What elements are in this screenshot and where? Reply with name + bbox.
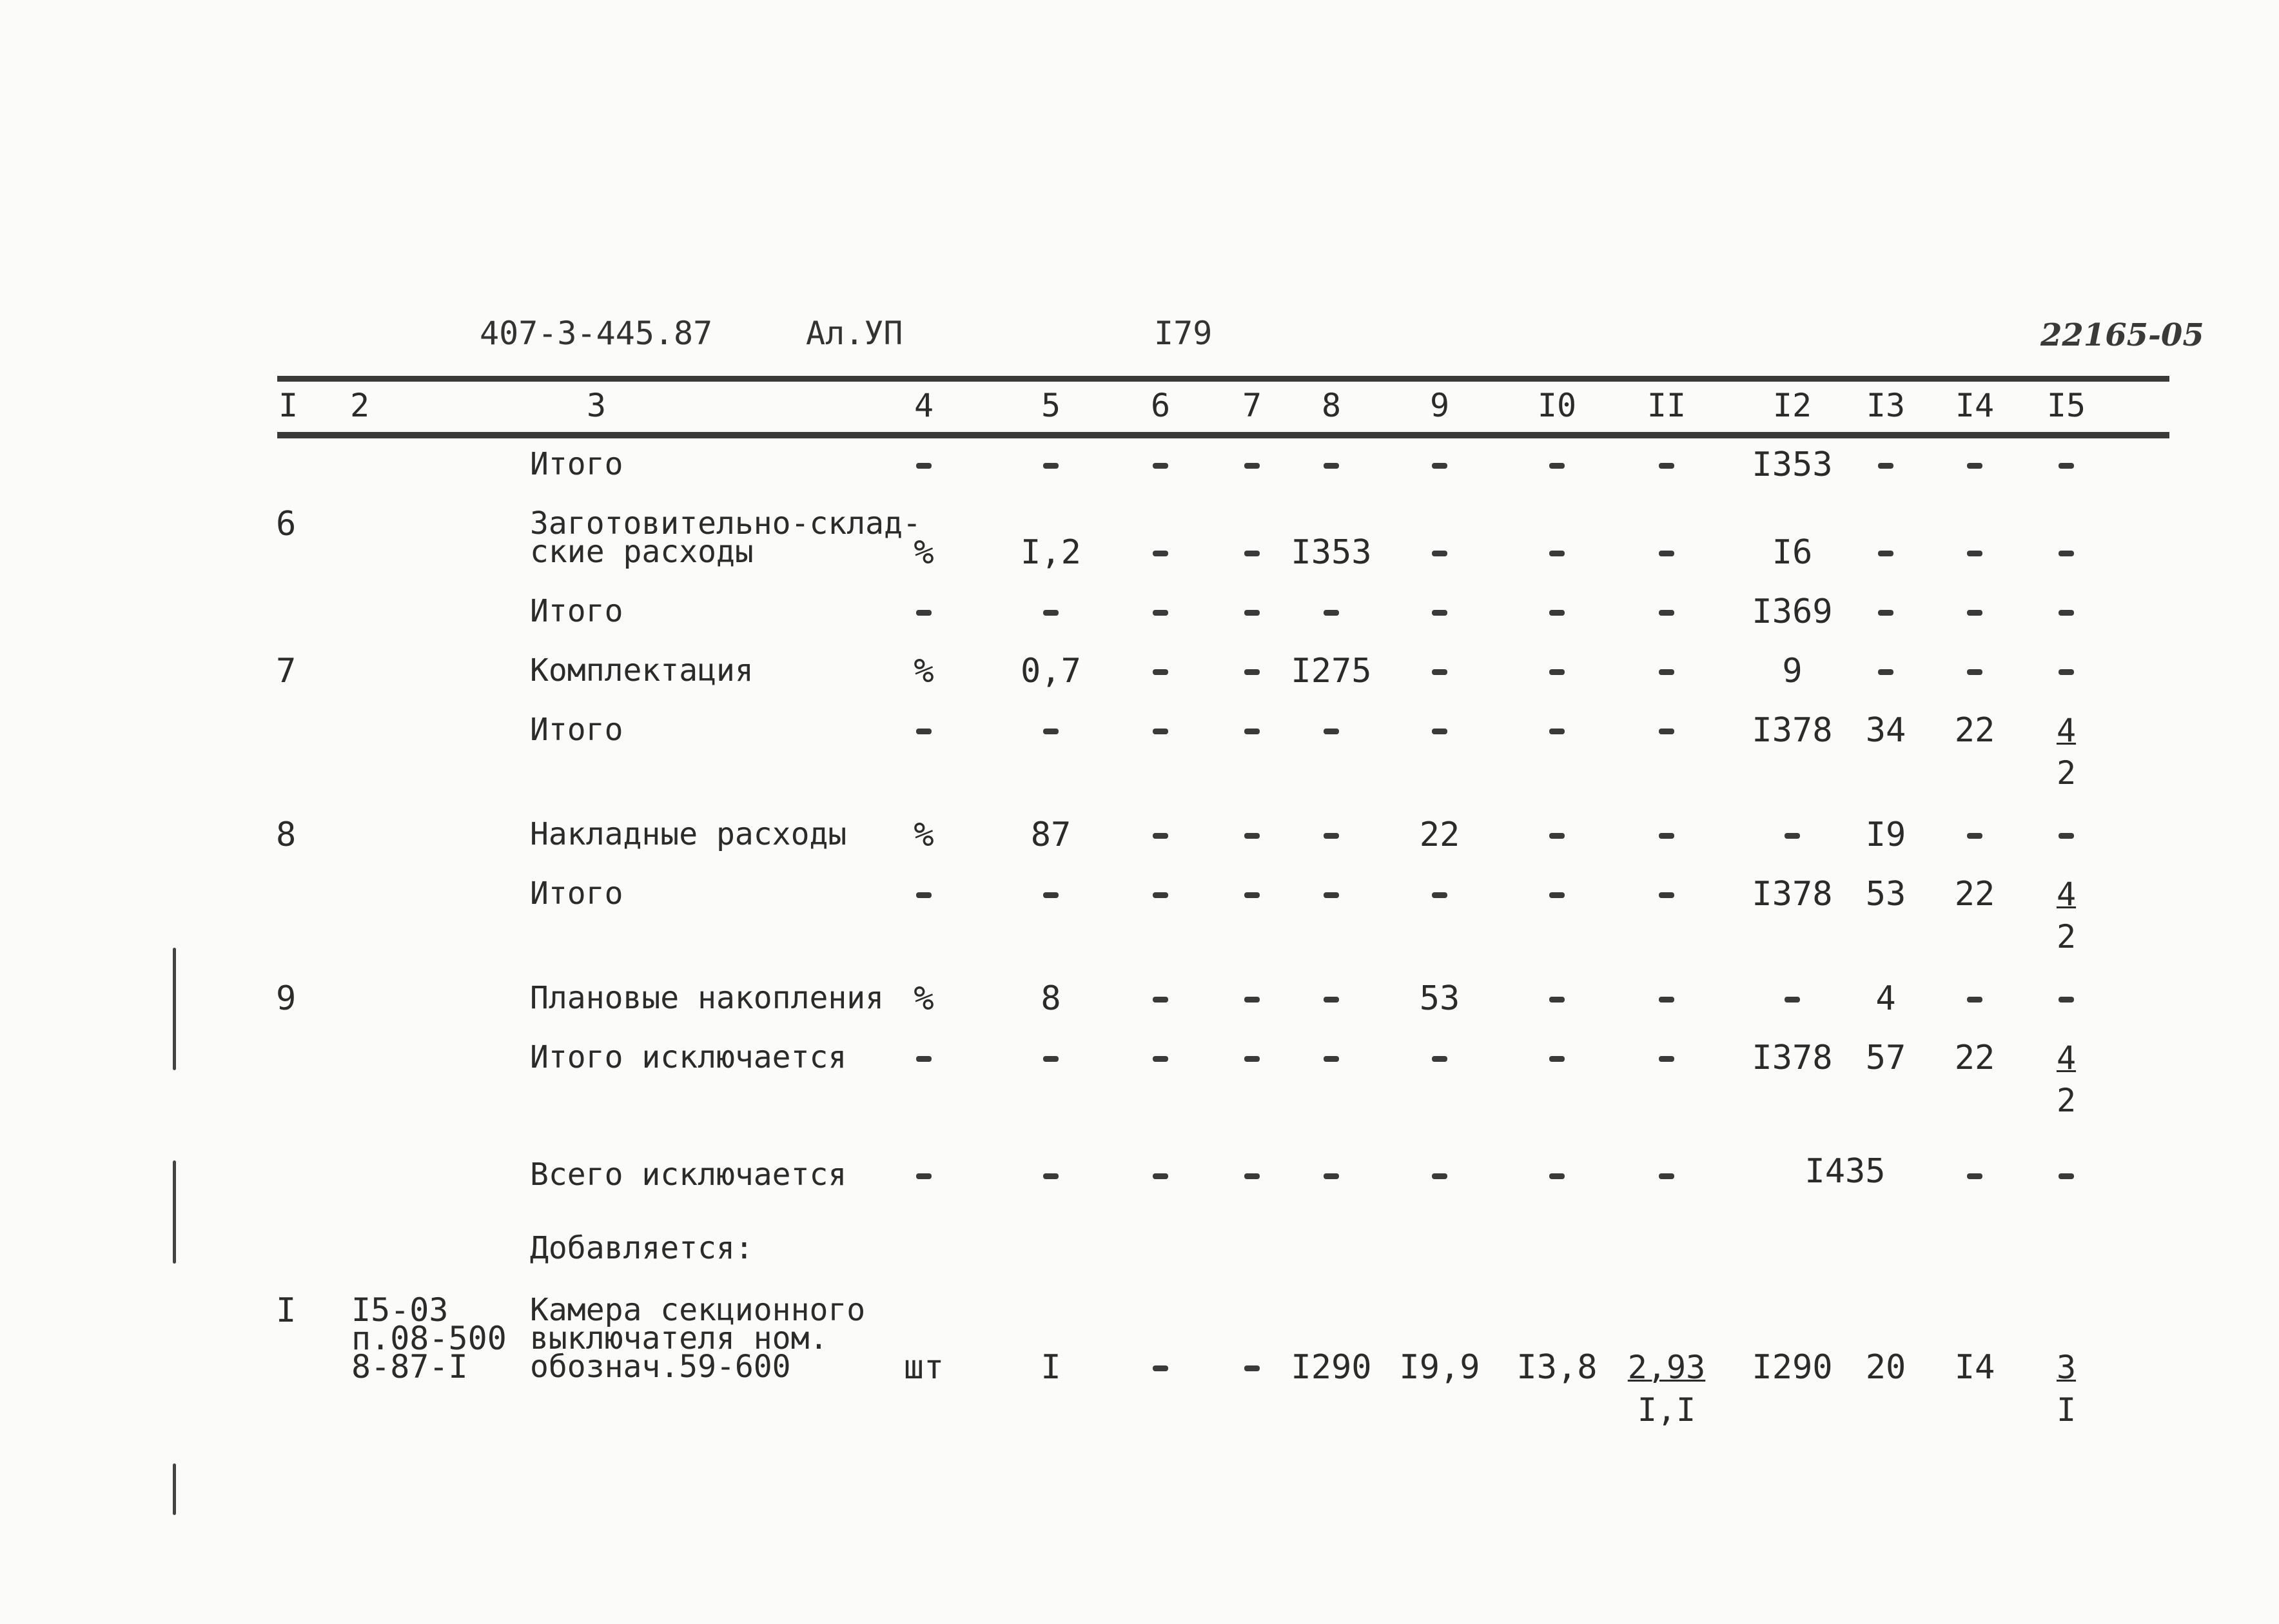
dash-mark (1549, 833, 1565, 839)
column-number-14: I4 (1955, 387, 1995, 424)
value-col-5: I,2 (1021, 533, 1081, 572)
row-number: I (276, 1291, 297, 1330)
dash-mark (1549, 669, 1565, 675)
dash-mark (2059, 1173, 2074, 1179)
item-name: Плановые накопления (530, 980, 885, 1016)
dash-mark (1432, 1056, 1447, 1062)
dash-mark (1967, 669, 1982, 675)
dash-mark (2059, 833, 2074, 839)
column-number-1: I (278, 387, 298, 424)
item-name: Добавляется: (530, 1230, 754, 1266)
dash-mark (1549, 1173, 1565, 1179)
value-col-13: 20 (1865, 1348, 1906, 1387)
dash-mark (916, 892, 932, 898)
fraction-value (2057, 1037, 2076, 1122)
value-col-12: I378 (1752, 1039, 1833, 1077)
dash-mark (1432, 1173, 1447, 1179)
dash-mark (2059, 669, 2074, 675)
dash-mark (1324, 729, 1339, 734)
dash-mark (1432, 892, 1447, 898)
value-col-12: I290 (1752, 1348, 1833, 1387)
dash-mark (1324, 997, 1339, 1003)
value-col-8: I290 (1291, 1348, 1372, 1387)
dash-mark (2059, 551, 2074, 556)
dash-mark (1432, 729, 1447, 734)
album-label: Ал.УП (806, 315, 903, 352)
dash-mark (1549, 1056, 1565, 1062)
value-col-12: I353 (1752, 445, 1833, 484)
value-col-12: I369 (1752, 592, 1833, 631)
dash-mark (1153, 833, 1168, 839)
dash-mark (1659, 610, 1674, 616)
dash-mark (1244, 610, 1260, 616)
unit-value: % (914, 816, 934, 854)
fraction-denominator: I,I (1637, 1391, 1696, 1429)
dash-mark (1043, 610, 1059, 616)
dash-mark (1549, 997, 1565, 1003)
dash-mark (916, 729, 932, 734)
column-number-9: 9 (1429, 387, 1450, 424)
unit-value: шт (903, 1348, 944, 1387)
column-number-3: 3 (586, 387, 607, 424)
dash-mark (1324, 1056, 1339, 1062)
dash-mark (1244, 551, 1260, 556)
value-col-13: I9 (1865, 816, 1906, 854)
dash-mark (1244, 892, 1260, 898)
dash-mark (1659, 1173, 1674, 1179)
fraction-numerator: 4 (2056, 1039, 2077, 1077)
dash-mark (1324, 833, 1339, 839)
dash-mark (1153, 892, 1168, 898)
dash-mark (1324, 1173, 1339, 1179)
dash-mark (1967, 551, 1982, 556)
row-number: 7 (276, 652, 297, 690)
value-col-5: 8 (1041, 979, 1061, 1018)
dash-mark (1153, 729, 1168, 734)
item-name: Итого (530, 446, 623, 482)
binding-edge-mark (173, 948, 176, 1070)
page-header (0, 0, 2279, 387)
document-code: 407-3-445.87 (480, 315, 713, 352)
item-name: выключателя ном. (530, 1320, 828, 1356)
value-col-12: I378 (1752, 875, 1833, 914)
fraction-numerator: 4 (2056, 876, 2077, 913)
dash-mark (1153, 1056, 1168, 1062)
reference-code: 8-87-I (351, 1348, 468, 1385)
dash-mark (1878, 551, 1893, 556)
fraction-denominator: 2 (2056, 754, 2077, 792)
dash-mark (1043, 463, 1059, 469)
dash-mark (1659, 997, 1674, 1003)
dash-mark (1549, 551, 1565, 556)
dash-mark (1244, 1173, 1260, 1179)
value-col-5: 0,7 (1021, 652, 1081, 690)
dash-mark (1043, 1173, 1059, 1179)
dash-mark (1659, 551, 1674, 556)
dash-mark (2059, 997, 2074, 1003)
fraction-denominator: 2 (2056, 918, 2077, 955)
value-col-13: 34 (1865, 711, 1906, 750)
value-col-5: 87 (1030, 816, 1071, 854)
column-number-7: 7 (1242, 387, 1262, 424)
column-number-5: 5 (1041, 387, 1061, 424)
value-col-14: 22 (1954, 875, 1995, 914)
dash-mark (1785, 997, 1800, 1003)
fraction-value (2057, 1346, 2076, 1431)
binding-edge-mark (173, 1160, 176, 1264)
table-row (0, 875, 2279, 955)
dash-mark (1967, 833, 1982, 839)
item-name: Заготовительно-склад- (530, 505, 921, 542)
table-row (0, 445, 2279, 484)
table-row (0, 505, 2279, 572)
dash-mark (1153, 669, 1168, 675)
table-top-rule (277, 376, 2169, 382)
binding-edge-mark (173, 1463, 176, 1515)
column-number-4: 4 (914, 387, 934, 424)
dash-mark (1659, 833, 1674, 839)
dash-mark (1432, 610, 1447, 616)
dash-mark (2059, 463, 2074, 469)
unit-value: % (914, 979, 934, 1018)
item-name: Комплектация (530, 652, 754, 689)
dash-mark (1153, 1365, 1168, 1371)
dash-mark (1967, 1173, 1982, 1179)
dash-mark (1244, 1056, 1260, 1062)
dash-mark (1659, 463, 1674, 469)
dash-mark (1549, 463, 1565, 469)
dash-mark (916, 463, 932, 469)
dash-mark (1967, 997, 1982, 1003)
column-number-10: I0 (1537, 387, 1577, 424)
reference-code: I5-03 (351, 1291, 449, 1329)
value-col-14: I4 (1954, 1348, 1995, 1387)
value-col-10: I3,8 (1516, 1348, 1598, 1387)
dash-mark (1244, 463, 1260, 469)
row-number: 6 (276, 505, 297, 543)
dash-mark (1432, 463, 1447, 469)
fraction-numerator: 3 (2056, 1349, 2077, 1386)
unit-value: % (914, 533, 934, 572)
dash-mark (1324, 892, 1339, 898)
column-number-2: 2 (349, 387, 370, 424)
page-number: I79 (1154, 315, 1213, 352)
dash-mark (1432, 669, 1447, 675)
dash-mark (1043, 729, 1059, 734)
item-name: Итого (530, 712, 623, 748)
column-number-6: 6 (1150, 387, 1171, 424)
column-number-12: I2 (1772, 387, 1812, 424)
dash-mark (1244, 729, 1260, 734)
dash-mark (1785, 833, 1800, 839)
dash-mark (1043, 892, 1059, 898)
grand-total-value: I435 (1805, 1152, 1886, 1191)
value-col-8: I353 (1291, 533, 1372, 572)
dash-mark (916, 1173, 932, 1179)
dash-mark (1324, 610, 1339, 616)
item-name: Всего исключается (530, 1157, 847, 1193)
value-col-14: 22 (1954, 711, 1995, 750)
item-name: обознач.59-600 (530, 1349, 791, 1385)
value-col-12: I6 (1772, 533, 1813, 572)
dash-mark (1659, 669, 1674, 675)
item-name: Итого (530, 593, 623, 629)
row-number: 9 (276, 979, 297, 1018)
dash-mark (1659, 892, 1674, 898)
dash-mark (1878, 669, 1893, 675)
value-col-9: 22 (1419, 816, 1460, 854)
dash-mark (1549, 892, 1565, 898)
dash-mark (1153, 463, 1168, 469)
item-name: ские расходы (530, 534, 754, 570)
archive-stamp: 22165-05 (2040, 317, 2204, 353)
dash-mark (1153, 551, 1168, 556)
dash-mark (1324, 463, 1339, 469)
table-row (0, 1039, 2279, 1119)
dash-mark (1244, 833, 1260, 839)
fraction-numerator: 2,93 (1627, 1349, 1706, 1386)
fraction-denominator: I (2056, 1391, 2077, 1429)
fraction-value (1628, 1346, 1705, 1431)
column-number-8: 8 (1321, 387, 1342, 424)
value-col-9: I9,9 (1399, 1348, 1480, 1387)
dash-mark (1549, 610, 1565, 616)
dash-mark (1659, 1056, 1674, 1062)
item-name: Накладные расходы (530, 816, 847, 852)
table-row (0, 816, 2279, 854)
fraction-denominator: 2 (2056, 1082, 2077, 1119)
value-col-8: I275 (1291, 652, 1372, 690)
unit-value: % (914, 652, 934, 690)
dash-mark (1878, 610, 1893, 616)
dash-mark (1967, 610, 1982, 616)
value-col-12: 9 (1782, 652, 1803, 690)
item-name: Итого исключается (530, 1039, 847, 1075)
dash-mark (1043, 1056, 1059, 1062)
value-col-9: 53 (1419, 979, 1460, 1018)
dash-mark (916, 1056, 932, 1062)
column-numbers-rule (277, 432, 2169, 438)
table-row (0, 592, 2279, 631)
table-row (0, 1152, 2279, 1193)
dash-mark (1432, 551, 1447, 556)
table-row (0, 652, 2279, 690)
column-number-15: I5 (2046, 387, 2086, 424)
reference-code: п.08-500 (351, 1320, 507, 1357)
item-name: Итого (530, 876, 623, 912)
dash-mark (1153, 610, 1168, 616)
dash-mark (1549, 729, 1565, 734)
dash-mark (1967, 463, 1982, 469)
value-col-5: I (1041, 1348, 1061, 1387)
value-col-13: 53 (1865, 875, 1906, 914)
value-col-13: 4 (1875, 979, 1896, 1018)
value-col-13: 57 (1865, 1039, 1906, 1077)
value-col-14: 22 (1954, 1039, 1995, 1077)
dash-mark (1659, 729, 1674, 734)
value-col-12: I378 (1752, 711, 1833, 750)
fraction-value (2057, 873, 2076, 958)
dash-mark (1244, 997, 1260, 1003)
column-number-13: I3 (1866, 387, 1906, 424)
dash-mark (1153, 997, 1168, 1003)
fraction-value (2057, 709, 2076, 794)
table-row (0, 1230, 2279, 1266)
column-number-11: II (1647, 387, 1687, 424)
dash-mark (1153, 1173, 1168, 1179)
dash-mark (1244, 669, 1260, 675)
item-name: Камера секционного (530, 1292, 866, 1328)
dash-mark (1878, 463, 1893, 469)
row-number: 8 (276, 816, 297, 854)
fraction-numerator: 4 (2056, 712, 2077, 749)
dash-mark (2059, 610, 2074, 616)
dash-mark (1244, 1365, 1260, 1371)
dash-mark (916, 610, 932, 616)
